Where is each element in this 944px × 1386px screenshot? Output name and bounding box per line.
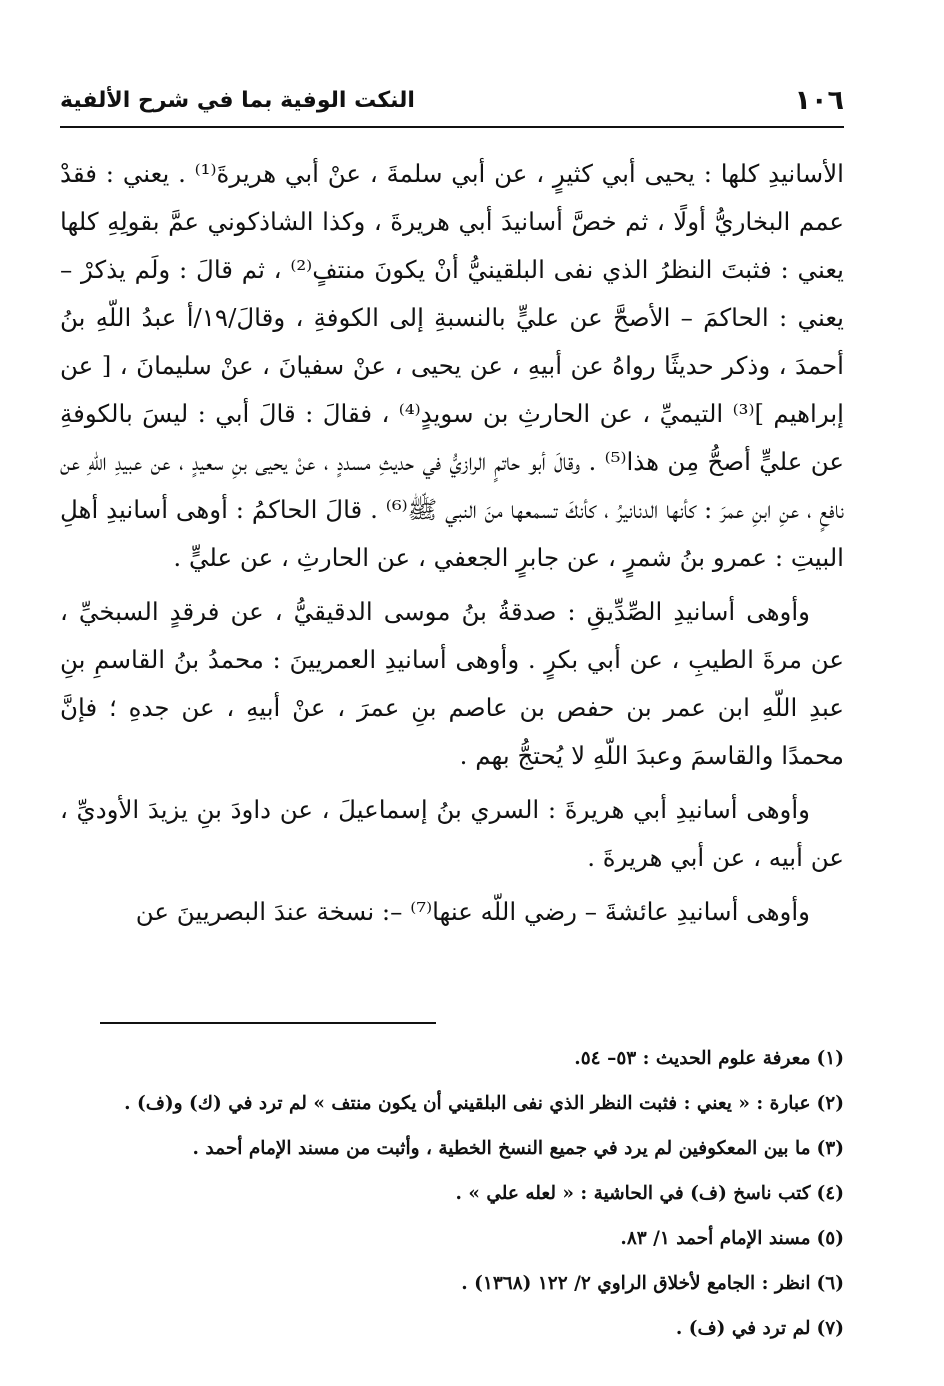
main-text [60,150,844,936]
footnotes [60,1036,844,1351]
page-number: ١٠٦ [794,84,844,116]
footnote-number: (٦) [816,1273,844,1294]
paragraph: وأوهى أسانيدِ الصِّدِّيقِ : صدقةُ بنُ موسى الدقيقيُّ ، عن فرقدٍ السبخيِّ ، عن مرةَ الطيبِ ، عن أبي بكرٍ . وأوهى أسانيدِ العمريينَ : محمدُ بنُ القاسمِ بنِ عبدِ اللّهِ ابن عمر بن حفص بن عاصم بنِ عمرَ ، عنْ أبيهِ ، عن جدهِ ؛ فإنَّ محمدًا والقاسمَ وعبدَ اللّهِ لا يُحتجُّ بهم . [60,597,844,770]
page-header [60,78,844,122]
footnote-number: (٧) [816,1318,844,1339]
footnote-text: كتب ناسخ (ف) في الحاشية : « لعله علي » . [455,1183,811,1204]
footnote-text: مسند الإمام أحمد ١/ ٨٣. [620,1228,811,1249]
header-rule [60,126,844,128]
footnote [60,1171,844,1216]
footnote-number: (٤) [816,1183,844,1204]
footnote [60,1036,844,1081]
footnote-text: عبارة : « يعني : فثبت النظر الذي نفى البلقيني أن يكون منتف » لم ترد في (ك) و(ف) . [124,1093,811,1114]
paragraph: وأوهى أسانيدِ عائشةَ – رضي اللّه عنها⁽⁷⁾ –: نسخة عندَ البصريينَ عن [135,897,810,926]
footnote-number: (٢) [816,1093,844,1114]
running-title: النكت الوفية بما في شرح الألفية [60,87,415,113]
footnote-number: (٣) [816,1138,844,1159]
footnote-number: (٥) [816,1228,844,1249]
footnote-text: لم ترد في (ف) . [675,1318,811,1339]
paragraph: وأوهى أسانيدِ أبي هريرةَ : السري بنُ إسماعيلَ ، عن داودَ بنِ يزيدَ الأوديِّ ، عن أبيه ، عن أبي هريرةَ . [60,795,844,872]
footnote-text: انظر : الجامع لأخلاق الراوي ٢/ ١٢٢ (١٣٦٨) . [461,1273,811,1294]
footnote-number: (١) [816,1048,844,1069]
footnote-text: معرفة علوم الحديث : ٥٣– ٥٤. [574,1048,811,1069]
footnote [60,1216,844,1261]
footnote [60,1126,844,1171]
footnote [60,1261,844,1306]
paragraph: الأسانيدِ كلها : يحيى أبي كثيرٍ ، عن أبي سلمةَ ، عنْ أبي هريرةَ⁽¹⁾ . يعني : فقدْ عمم البخاريُّ أولًا ، ثم خصَّ أسانيدَ أبي هريرةَ ، وكذا الشاذكوني عمَّ بقولِهِ كلها يعني : فثبتَ النظرُ الذي نفى البلقينيُّ أنْ يكونَ منتفٍ⁽²⁾ ، ثم قالَ : ولَم يذكرْ – يعني : الحاكمَ – الأصحَّ عن عليٍّ بالنسبةِ إلى الكوفةِ ، وقالَ/١٩/أ عبدُ اللّهِ بنُ أحمدَ ، وذكر حديثًا رواهُ عن أبيهِ ، عن يحيى ، عنْ سفيانَ ، عنْ سليمانَ ، [ عن إبراهيم ]⁽³⁾ التيميِّ ، عن الحارثِ بن سويدٍ⁽⁴⁾ ، فقالَ : قالَ أبي : ليسَ بالكوفةِ عن عليٍّ أصحُّ مِن هذا⁽⁵⁾ . وقالَ أبو حاتمٍ الرازيُّ في حديثِ مسددٍ ، عنْ يحيى بنِ سعيدٍ ، عن عبيدِ اللّهِ عن نافعٍ ، عنِ ابنِ عمرَ : كأنها الدنانيرُ ، كأنكَ تسمعها منَ النبي ﷺ⁽⁶⁾ . قالَ الحاكمُ : أوهى أسانيدِ أهلِ البيتِ : عمرو بنُ شمرٍ ، عن جابرٍ الجعفي ، عن الحارثِ ، عن عليٍّ . [60,159,844,572]
footnote-text: ما بين المعكوفين لم يرد في جميع النسخ الخطية ، وأثبت من مسند الإمام أحمد . [192,1138,811,1159]
footnote-separator [100,1022,436,1024]
footnote [60,1306,844,1351]
footnote [60,1081,844,1126]
